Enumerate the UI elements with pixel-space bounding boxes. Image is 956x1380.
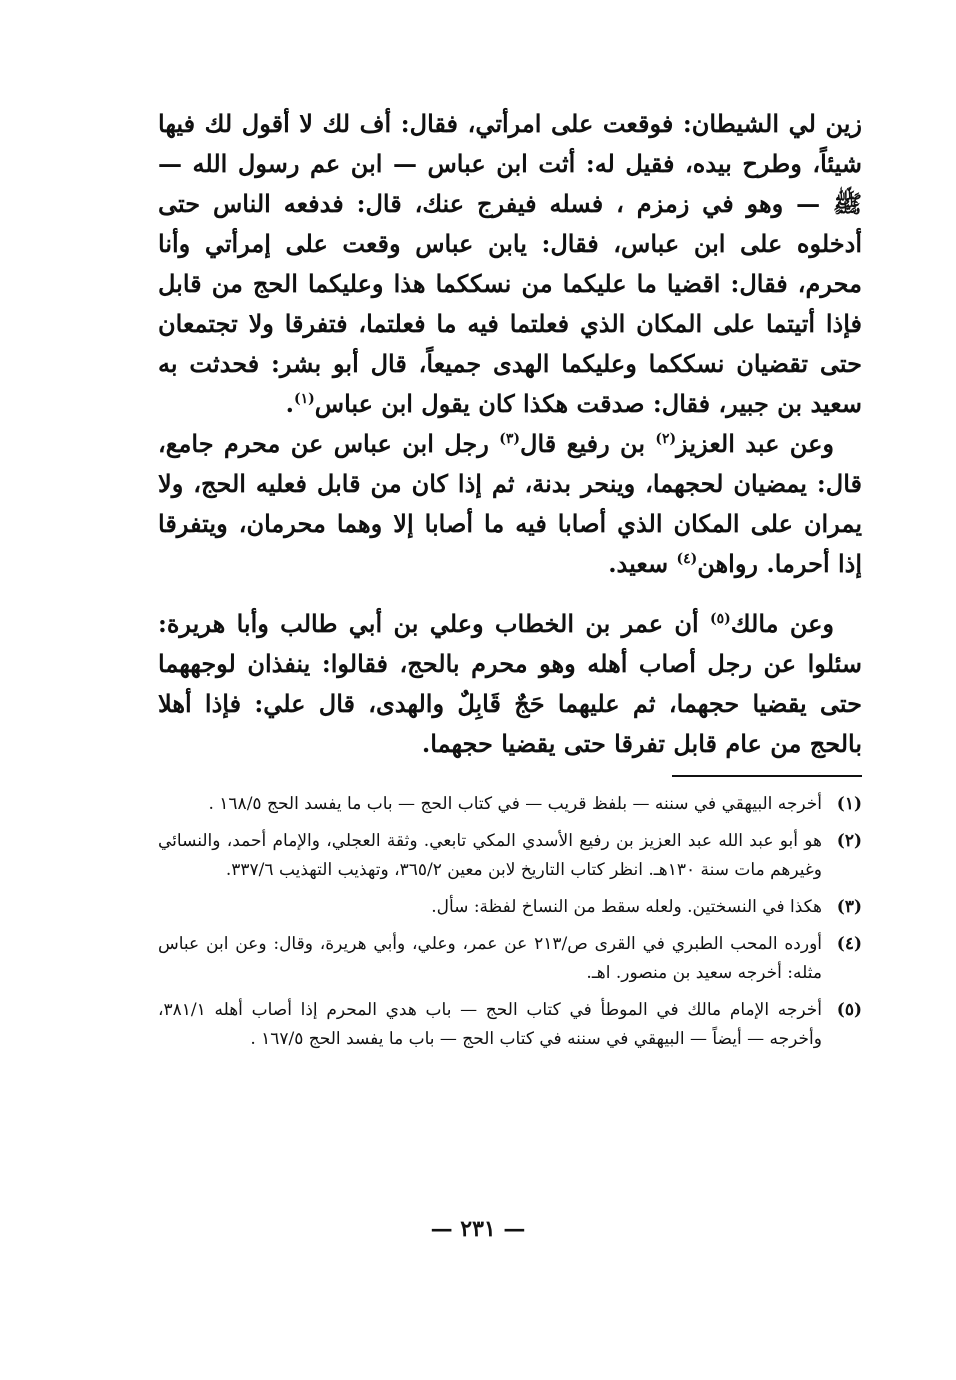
footnote-2 [158,827,862,885]
footnote-3 [158,893,862,922]
footnote-ref-1: (١) [294,391,315,407]
footnote-1 [158,790,862,819]
footnote-ref-3: (٣) [499,431,520,447]
footnotes [158,790,862,1062]
paragraph-3: وعن مالك$^{(٥)}$ أن عمر بن الخطاب وعلي بن أبي طالب وأبا هريرة: سئلوا عن رجل أصاب أهله وهو محرم بالحج، فقالوا: ينفذان لوجههما حتى يقضيا حجهما، ثم عليهما حَجٌ قَابِلٌ والهدى، قال علي: فإذا أهلا بالحج من عام قابل تفرقا حتى يقضيا حجهما. [158,609,862,758]
footnote-text: أخرجه البيهقي في سننه — بلفظ قريب — في كتاب الحج — باب ما يفسد الحج ١٦٨/٥ . [208,794,822,814]
footnote-text: أورده المحب الطبري في القرى ص/٢١٣ عن عمر، وعلي، وأبي هريرة، وقال: وعن ابن عباس مثله: أخرجه سعيد بن منصور. اهـ. [158,934,823,983]
footnote-number: (٣) [836,897,862,917]
footnote-number: (٢) [836,831,862,851]
footnote-text: هو أبو عبد الله عبد العزيز بن رفيع الأسدي المكي تابعي. وثقة العجلي، والإمام أحمد، والنسائي وغيرهم مات سنة ١٣٠هـ. انظر كتاب التاريخ لابن معين ٣٦٥/٢، وتهذيب التهذيب ٣٣٧/٦. [158,831,822,880]
footnote-ref-4: (٤) [676,551,698,567]
footnote-ref-5: (٥) [710,611,731,627]
footnote-5 [158,996,862,1054]
page-number: — ٢٣١ — [430,1216,526,1242]
footnote-text: هكذا في النسختين. ولعله سقط من النساخ لفظة: سأل. [431,897,822,917]
footnote-text: أخرجه الإمام مالك في الموطأ في كتاب الحج — باب هدي المحرم إذا أصاب أهله ٣٨١/١، وأخرجه — أيضاً — البيهقي في سننه في كتاب الحج — باب ما يفسد الحج ١٦٧/٥ . [158,1000,822,1049]
footnote-number: (١) [836,794,862,814]
paragraph-2: وعن عبد العزيز$^{(٢)}$ بن رفيع قال$^{(٣)}$ رجل ابن عباس عن محرم جامع، قال: يمضيان لحجهما، وينحر بدنة، ثم إذا كان من قابل فعليه الحج، ولا يمران على المكان الذي أصابا فيه ما أصابا إلا وهما محرمان، ويتفرقا إذا أحرما. رواهن$^{(٤)}$ سعيد. [158,429,862,578]
footnote-number: (٤) [836,934,862,954]
footnote-4 [158,930,862,988]
paragraph-1: زين لي الشيطان: فوقعت على امرأتي، فقال: أف لك لا أقول لك فيها شيئاً، وطرح بيده، فقيل له: أثت ابن عباس — ابن عم رسول الله — ﷺ — وهو في زمزم ، فسله فيفرج عنك، قال: فدفعه الناس حتى أدخلوه على ابن عباس، فقال: يابن عباس وقعت على إمرأتي وأنا محرم، فقال: اقضيا ما عليكما من نسككما هذا وعليكما الحج من قابل فإذا أتيتما على المكان الذي فعلتما فيه ما فعلتما، فتفرقا ولا تجتمعان حتى تقضيان نسككما وعليكما الهدى جميعاً، قال أبو بشر: فحدثت به سعيد بن جبير، فقال: صدقت هكذا كان يقول ابن عباس$^{(١)}$. [158,109,862,418]
footnote-number: (٥) [836,1000,862,1020]
main-text [158,104,862,764]
footnote-ref-2: (٢) [655,431,677,447]
footnote-separator [672,775,862,777]
